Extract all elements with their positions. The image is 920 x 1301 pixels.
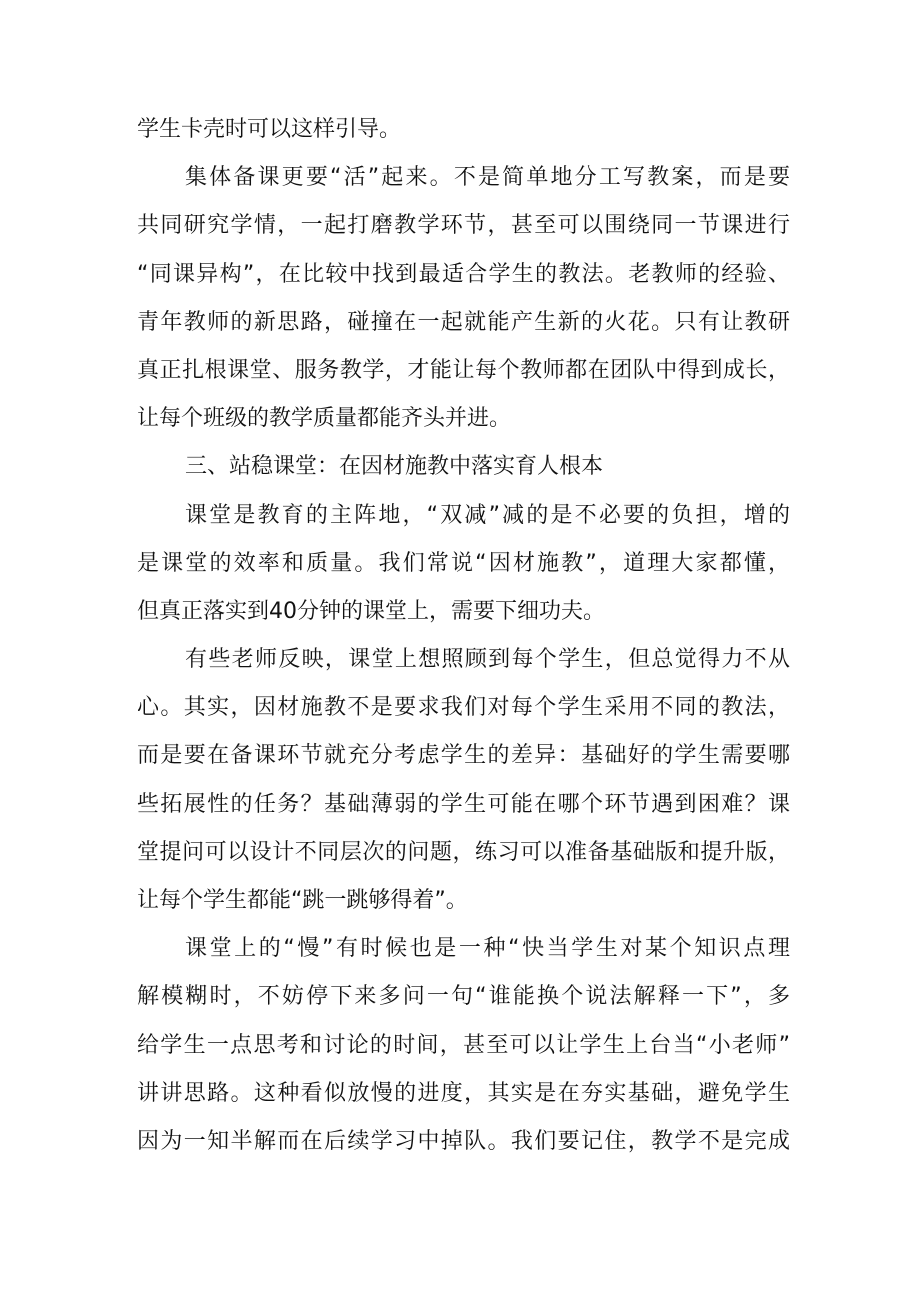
- text-line: 青年教师的新思路，碰撞在一起就能产生新的火花。只有让教研: [137, 309, 790, 335]
- text-line: 但真正落实到40分钟的课堂上，需要下细功夫。: [137, 598, 605, 624]
- text-line: 堂提问可以设计不同层次的问题，练习可以准备基础版和提升版，: [137, 839, 790, 865]
- text-line: 课堂上的“慢”有时候也是一种“快当学生对某个知识点理: [185, 936, 790, 962]
- text-line: “同课异构”，在比较中找到最适合学生的教法。老教师的经验、: [137, 261, 790, 287]
- section-heading: [137, 443, 790, 491]
- paragraph: [137, 154, 790, 443]
- text-line: 共同研究学情，一起打磨教学环节，甚至可以围绕同一节课进行: [137, 213, 790, 239]
- text-line: 因为一知半解而在后续学习中掉队。我们要记住，教学不是完成: [137, 1128, 790, 1154]
- paragraph: [137, 925, 790, 1166]
- text-line: 有些老师反映，课堂上想照顾到每个学生，但总觉得力不从: [185, 647, 790, 673]
- paragraph: [137, 106, 790, 154]
- text-line: 解模糊时，不妨停下来多问一句“谁能换个说法解释一下”，多: [137, 984, 790, 1010]
- text-line: 让每个班级的教学质量都能齐头并进。: [137, 406, 512, 432]
- document-body: [137, 106, 790, 1166]
- text-line: 些拓展性的任务？基础薄弱的学生可能在哪个环节遇到困难？课: [137, 791, 790, 817]
- text-line: 心。其实，因材施教不是要求我们对每个学生采用不同的教法，: [137, 695, 790, 721]
- text-line: 集体备课更要“活”起来。不是简单地分工写教案，而是要: [185, 165, 790, 191]
- paragraph: [137, 492, 790, 637]
- text-line: 而是要在备课环节就充分考虑学生的差异：基础好的学生需要哪: [137, 743, 790, 769]
- text-line: 学生卡壳时可以这样引导。: [137, 117, 402, 142]
- text-line: 是课堂的效率和质量。我们常说“因材施教”，道理大家都懂，: [137, 550, 790, 576]
- section-heading-text: 三、站稳课堂：在因材施教中落实育人根本: [185, 454, 604, 480]
- text-line: 让每个学生都能“跳一跳够得着”。: [137, 888, 468, 913]
- paragraph: [137, 636, 790, 925]
- text-line: 课堂是教育的主阵地，“双减”减的是不必要的负担，增的: [185, 502, 790, 528]
- text-line: 给学生一点思考和讨论的时间，甚至可以让学生上台当“小老师”: [137, 1032, 790, 1058]
- text-line: 讲讲思路。这种看似放慢的进度，其实是在夯实基础，避免学生: [137, 1080, 790, 1106]
- text-line: 真正扎根课堂、服务教学，才能让每个教师都在团队中得到成长，: [137, 357, 790, 383]
